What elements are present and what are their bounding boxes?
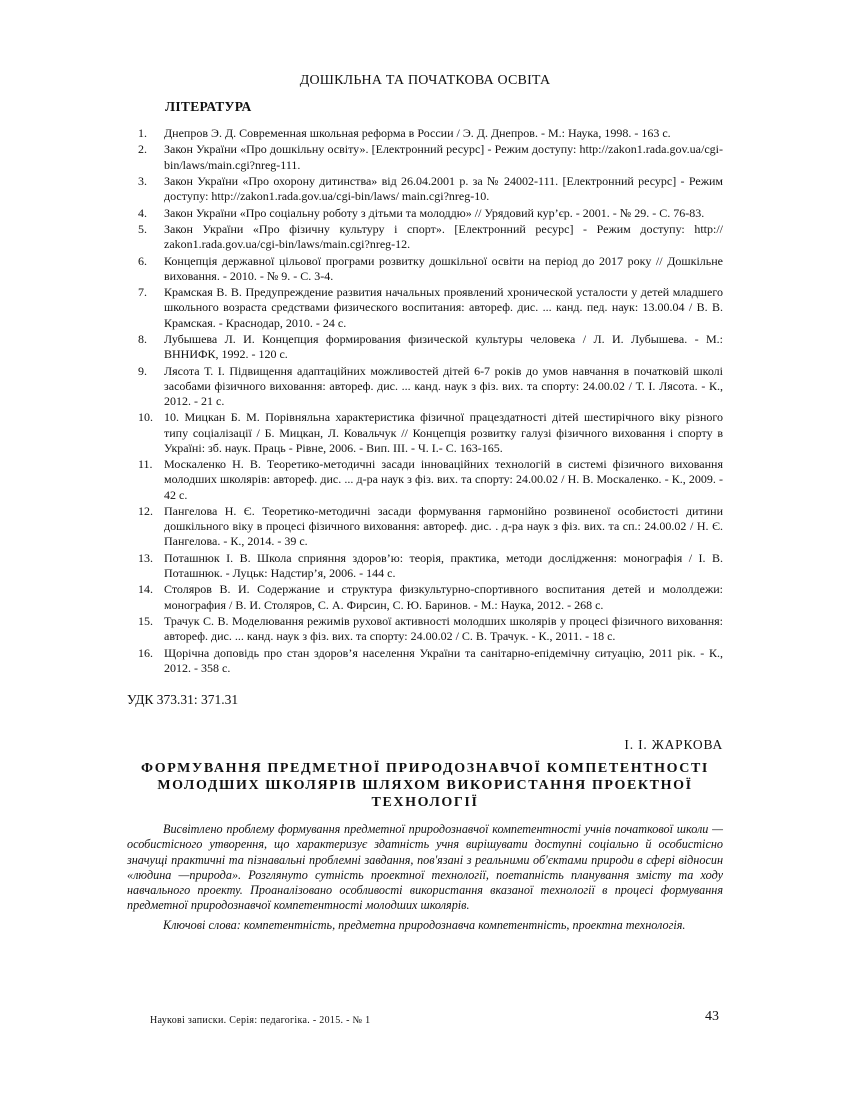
reference-number: 10. [138,410,153,425]
article-abstract: Висвітлено проблему формування предметної природознавчої компетентності учнів початкової школи —особистісного утворення, що характеризує здатність учня вирішувати доступні соціально й особистісно значущі практичні та пізнавальні проблемні завдання, пов'язані з реальними об'єктами природи в сфері відносин «людина —природа». Розглянуто сутність проектної технології, поетапність планування змісту та ходу навчального проекту. Проаналізовано особливості використання вказаної технології в процесі формування предметної природознавчої компетентності молодших школярів. [127,822,723,913]
reference-item [138,504,723,550]
reference-text: Лясота Т. І. Підвищення адаптаційних можливостей дітей 6-7 років до умов навчання в початковій школі засобами фізичного виховання: автореф. дис. ... канд. наук з фіз. вих. та спорту: 24.00.02 / Т. І. Лясота. - К., 2012. - 21 с. [164,363,723,408]
reference-number: 6. [138,253,147,268]
reference-item [138,364,723,410]
reference-number: 5. [138,221,147,236]
reference-item [138,646,723,676]
article-title: ФОРМУВАННЯ ПРЕДМЕТНОЇ ПРИРОДОЗНАВЧОЇ КОМПЕТЕНТНОСТІ МОЛОДШИХ ШКОЛЯРІВ ШЛЯХОМ ВИКОРИСТАННЯ ПРОЕКТНОЇ ТЕХНОЛОГІЇ [141,761,709,810]
references-list [138,126,723,677]
reference-text: Поташнюк І. В. Школа сприяння здоров’ю: теорія, практика, методи дослідження: монографія / І. В. Поташнюк. - Луцьк: Надстир’я, 2006. - 144 с. [164,550,723,580]
reference-text: 10. Мицкан Б. М. Порівняльна характеристика фізичної працездатності дітей шестирічного віку різного типу соціалізації / Б. Мицкан, Л. Ковальчук // Концепція розвитку галузі фізичного виховання і спорту в Україні: зб. наук. Праць - Рівне, 2006. - Вип. III. - Ч. І.- С. 163-165. [164,410,723,455]
reference-text: Закон України «Про соціальну роботу з дітьми та молоддю» // Урядовий кур’єр. - 2001. - № 29. - С. 76-83. [164,205,705,220]
reference-number: 3. [138,173,147,188]
reference-item [138,254,723,284]
article-author: І. І. ЖАРКОВА [624,737,723,752]
reference-item [138,174,723,204]
reference-item [138,332,723,362]
page-number: 43 [705,1009,719,1024]
article-keywords: Ключові слова: компетентність, предметна природознавча компетентність, проектна технологія. [163,918,686,932]
reference-item [138,142,723,172]
reference-text: Лубышева Л. И. Концепция формирования физической культуры человека / Л. И. Лубышева. - М.: ВННИФК, 1992. - 120 с. [164,331,723,362]
reference-text: Столяров В. И. Содержание и структура физкультурно-спортивного воспитания детей и мололдежи: монография / В. И. Столяров, С. А. Фирсин, С. Ю. Баринов. - М.: Наука, 2012. - 268 с. [164,582,723,612]
reference-item [138,457,723,503]
reference-item [138,285,723,331]
reference-text: Концепція державної цільової програми розвитку дошкільної освіти на період до 2017 року // Дошкільне виховання. - 2010. - № 9. - С. 3-4. [164,253,723,283]
reference-item [138,614,723,644]
reference-item [138,551,723,581]
reference-number: 13. [138,550,153,565]
reference-text: Днепров Э. Д. Современная школьная реформа в России / Э. Д. Днепров. - М.: Наука, 1998. - 163 с. [164,126,671,140]
reference-text: Москаленко Н. В. Теоретико-методичні засади інноваційних технологій в системі фізичного виховання молодших школярів: автореф. дис. ... д-ра наук з фіз. вих. та спорту: 24.00.02 / Н. В. Москаленко. - К., 2009. - 42 с. [164,457,723,502]
reference-number: 4. [138,205,147,220]
reference-text: Закон України «Про фізичну культуру і спорт». [Електронний ресурс] - Режим доступу: http:// zakon1.rada.gov.ua/cgi-bin/laws/main.cgi?nreg-12. [164,221,723,252]
reference-number: 7. [138,285,147,300]
reference-number: 14. [138,582,153,597]
reference-item [138,410,723,456]
reference-number: 9. [138,363,147,378]
reference-item [138,126,723,141]
reference-text: Закон України «Про дошкільну освіту». [Електронний ресурс] - Режим доступу: http://zakon1.rada.gov.ua/cgi-bin/laws/main.cgi?nreg-111. [164,142,723,172]
reference-text: Крамская В. В. Предупреждение развития начальных проявлений хронической усталости у детей младшего школьного возраста средствами физического воспитания: автореф. дис. ... канд. пед. наук: 13.00.04 / В. В. Крамская. - Краснодар, 2010. - 24 с. [164,285,723,330]
running-header: ДОШКЛЬНА ТА ПОЧАТКОВА ОСВІТА [299,73,551,88]
reference-number: 15. [138,613,153,628]
reference-number: 1. [138,126,147,140]
reference-text: Закон України «Про охорону дитинства» від 26.04.2001 р. за № 24002-111. [Електронний ресурс] - Режим доступу: http://zakon1.rada.gov.ua/cgi-bin/laws/ main.cgi?nreg-10. [164,173,723,204]
reference-number: 11. [138,457,153,472]
reference-number: 12. [138,503,153,518]
reference-number: 8. [138,331,147,346]
reference-text: Трачук С. В. Моделювання режимів рухової активності молодших школярів у процесі фізичного виховання: автореф. дис. ... канд. наук з фіз. вих. та спорту: 24.00.02 / С. В. Трачук. - К., 2011. - 18 с. [164,613,723,644]
reference-item [138,206,723,221]
reference-item [138,582,723,612]
reference-number: 2. [138,142,147,157]
udk-code: УДК 373.31: 371.31 [127,692,239,707]
reference-text: Щорічна доповідь про стан здоров’я населення України та санітарно-епідемічну ситуацію, 2011 рік. - К., 2012. - 358 с. [164,645,723,675]
reference-text: Пангелова Н. Є. Теоретико-методичні засади формування гармонійно розвиненої особистості дитини дошкільного віку в процесі фізичного виховання: автореф. дис. . д-ра наук з фіз. вих. та сп.: 24.00.02 / Н. Є. Пангелова. - К., 2014. - 39 с. [164,503,723,549]
footer-journal: Наукові записки. Серія: педагогіка. - 2015. - № 1 [150,1015,371,1026]
reference-item [138,222,723,252]
references-heading: ЛІТЕРАТУРА [165,99,252,114]
reference-number: 16. [138,645,153,660]
